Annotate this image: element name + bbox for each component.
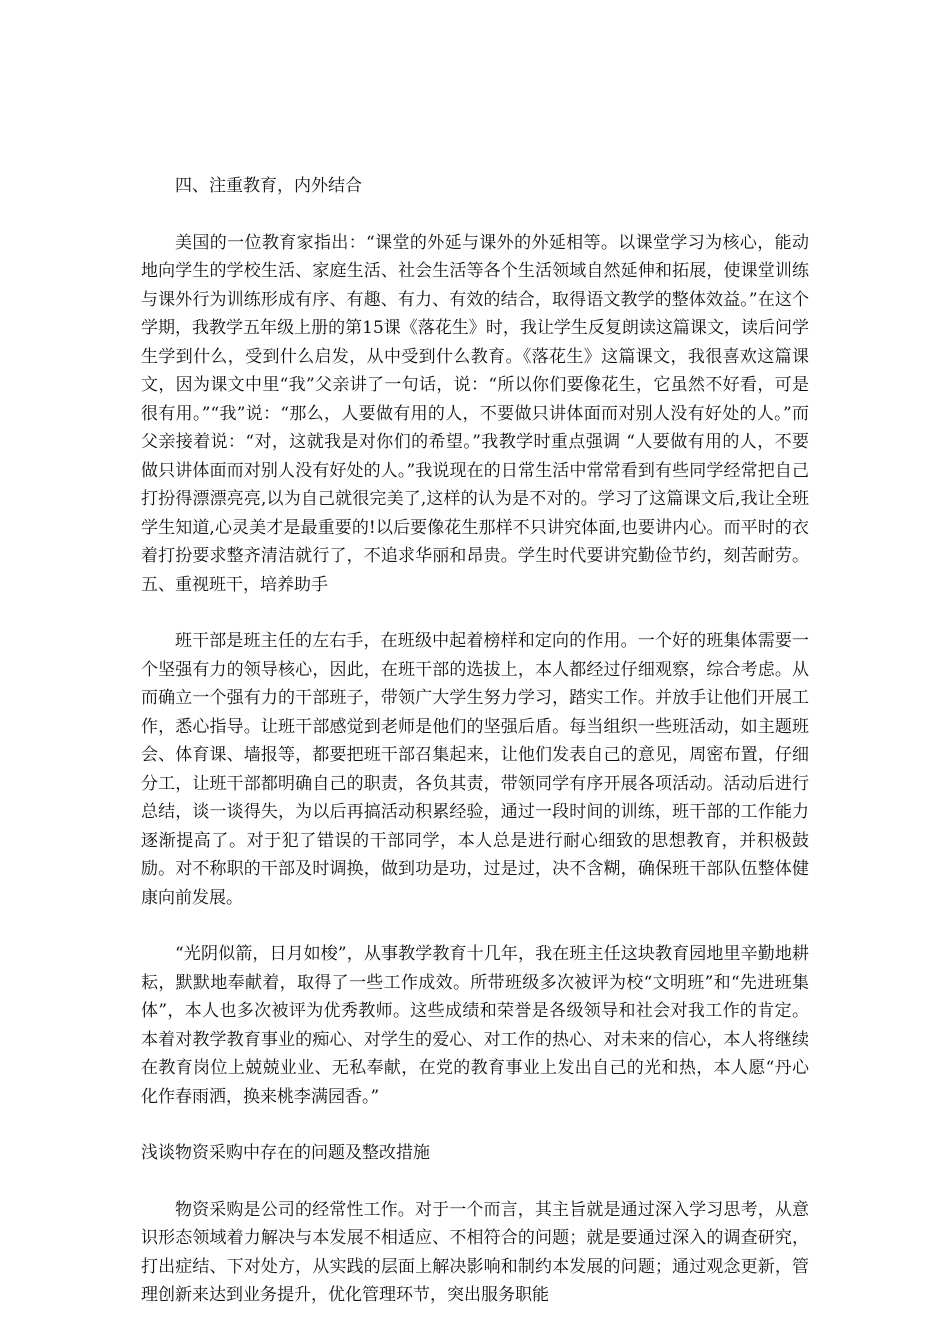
spacer bbox=[141, 912, 809, 940]
paragraph-procurement: 物资采购是公司的经常性工作。对于一个而言，其主旨就是通过深入学习思考，从意识形态领域着力解决与本发展不相适应、不相符合的问题；就是要通过深入的调查研究，打出症结、下对处方，从实践的层面上解决影响和制约本发展的问题；通过观念更新，管理创新来达到业务提升，优化管理环节，突出服务职能 bbox=[141, 1199, 809, 1305]
document-page bbox=[141, 172, 809, 1310]
spacer bbox=[141, 1111, 809, 1139]
paragraph-conclusion: “光阴似箭，日月如梭”，从事教学教育十几年，我在班主任这块教育园地里辛勤地耕耘，默默地奉献着，取得了一些工作成效。所带班级多次被评为校“文明班”和“先进班集体”，本人也多次被评为优秀教师。这些成绩和荣誉是各级领导和社会对我工作的肯定。本着对教学教育事业的痴心、对学生的爱心、对工作的热心、对未来的信心，本人将继续在教育岗位上兢兢业业、无私奉献，在党的教育事业上发出自己的光和热，本人愿“丹心化作春雨洒，换来桃李满园香。” bbox=[141, 944, 809, 1107]
article-title-procurement: 浅谈物资采购中存在的问题及整改措施 bbox=[141, 1143, 430, 1163]
spacer bbox=[141, 201, 809, 229]
section-heading-education: 四、注重教育，内外结合 bbox=[175, 176, 362, 196]
paragraph-class-cadres: 班干部是班主任的左右手，在班级中起着榜样和定向的作用。一个好的班集体需要一个坚强有力的领导核心，因此，在班干部的选拔上，本人都经过仔细观察，综合考虑。从而确立一个强有力的干部班子，带领广大学生努力学习，踏实工作。并放手让他们开展工作，悉心指导。让班干部感觉到老师是他们的坚强后盾。每当组织一些班活动，如主题班会、体育课、墙报等，都要把班干部召集起来，让他们发表自己的意见，周密布置，仔细分工，让班干部都明确自己的职责，各负其责，带领同学有序开展各项活动。活动后进行总结，谈一谈得失，为以后再搞活动积累经验，通过一段时间的训练，班干部的工作能力逐渐提高了。对于犯了错误的干部同学，本人总是进行耐心细致的思想教育，并积极鼓励。对不称职的干部及时调换，做到功是功，过是过，决不含糊，确保班干部队伍整体健康向前发展。 bbox=[141, 631, 809, 908]
paragraph-education: 美国的一位教育家指出：“课堂的外延与课外的外延相等。以课堂学习为核心，能动地向学生的学校生活、家庭生活、社会生活等各个生活领域自然延伸和拓展，使课堂训练与课外行为训练形成有序、有趣、有力、有效的结合，取得语文教学的整体效益。”在这个学期，我教学五年级上册的第15课《落花生》时，我让学生反复朗读这篇课文，读后问学生学到什么，受到什么启发，从中受到什么教育。《落花生》这篇课文，我很喜欢这篇课文，因为课文中里“我”父亲讲了一句话，说：“所以你们要像花生，它虽然不好看，可是很有用。”“我”说：“那么，人要做有用的人，不要做只讲体面而对别人没有好处的人。”而父亲接着说：“对，这就我是对你们的希望。”我教学时重点强调 “人要做有用的人，不要做只讲体面而对别人没有好处的人。”我说现在的日常生活中常常看到有些同学经常把自己打扮得漂漂亮亮,以为自己就很完美了,这样的认为是不对的。学习了这篇课文后,我让全班学生知道,心灵美才是最重要的!以后要像花生那样不只讲究体面,也要讲内心。而平时的衣着打扮要求整齐清洁就行了，不追求华丽和昂贵。学生时代要讲究勤俭节约，刻苦耐劳。五、重视班干，培养助手 bbox=[141, 232, 809, 595]
spacer bbox=[141, 1168, 809, 1196]
spacer bbox=[141, 599, 809, 627]
